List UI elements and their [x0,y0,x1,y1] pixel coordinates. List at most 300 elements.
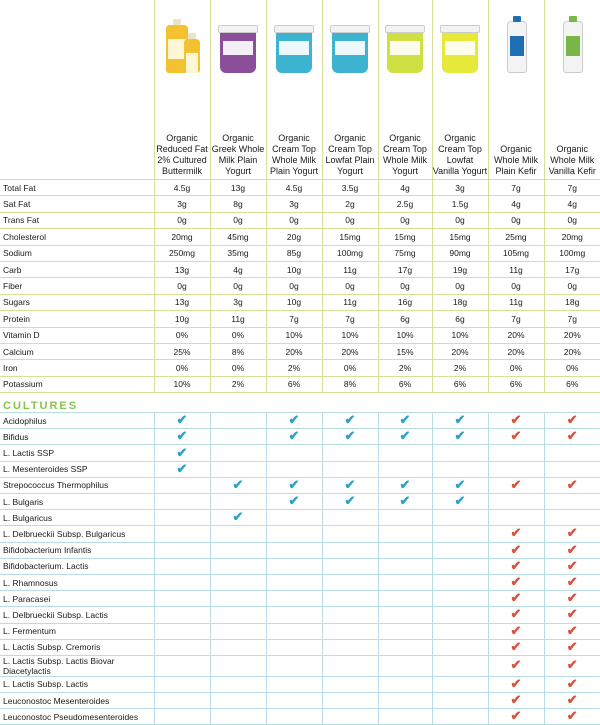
culture-cell [154,655,210,676]
culture-cell [488,461,544,477]
culture-cell [266,607,322,623]
nutrition-value: 6g [378,311,432,327]
nutrition-value: 90mg [432,245,488,261]
product-image-cell [378,0,432,85]
nutrition-value: 20mg [544,229,600,245]
culture-cell [154,413,210,429]
culture-cell [266,676,322,692]
nutrition-value: 6% [488,376,544,392]
culture-cell [432,526,488,542]
nutrition-value: 7g [544,311,600,327]
nutrition-row [0,376,600,392]
culture-row [0,510,600,526]
check-icon: ✔ [566,476,578,492]
culture-cell [322,591,378,607]
check-icon: ✔ [510,590,522,606]
nutrition-value: 7g [488,311,544,327]
check-icon: ✔ [454,476,466,492]
nutrition-value: 6% [544,376,600,392]
empty-cell [0,85,154,180]
product-image-cell [210,0,266,85]
nutrition-value: 75mg [378,245,432,261]
culture-cell [488,494,544,510]
culture-cell [266,510,322,526]
culture-cell [432,542,488,558]
check-icon: ✔ [566,428,578,444]
culture-cell [432,623,488,639]
product-image-cell [488,0,544,85]
culture-cell [210,607,266,623]
culture-cell [432,558,488,574]
nutrition-row [0,360,600,376]
culture-cell [432,461,488,477]
culture-cell [210,542,266,558]
check-icon: ✔ [510,476,522,492]
nutrition-value: 10% [322,327,378,343]
nutrition-value: 250mg [154,245,210,261]
culture-cell [322,558,378,574]
culture-cell [322,574,378,590]
culture-label: Bifidus [0,429,154,445]
yogurt-tub-icon [218,13,258,75]
culture-cell [210,574,266,590]
culture-cell [266,445,322,461]
nutrition-label: Trans Fat [0,212,154,228]
culture-cell [322,655,378,676]
nutrition-row [0,294,600,310]
nutrition-value: 20% [266,343,322,359]
culture-row [0,542,600,558]
nutrition-label: Total Fat [0,180,154,196]
culture-row [0,623,600,639]
culture-cell [266,623,322,639]
culture-label: Leuconostoc Pseudomesenteroides [0,709,154,725]
culture-label: L. Delbrueckii Subsp. Lactis [0,607,154,623]
nutrition-value: 20% [488,327,544,343]
culture-cell [544,591,600,607]
culture-label: L. Lactis Subsp. Lactis [0,676,154,692]
check-icon: ✔ [454,428,466,444]
nutrition-value: 13g [154,294,210,310]
culture-cell [378,574,432,590]
nutrition-label: Iron [0,360,154,376]
culture-cell [432,655,488,676]
culture-cell [544,477,600,493]
culture-cell [432,413,488,429]
culture-cell [154,461,210,477]
nutrition-value: 2.5g [378,196,432,212]
check-icon: ✔ [510,574,522,590]
culture-label: L. Lactis Subsp. Lactis Biovar Diacetylactis [0,655,154,676]
nutrition-value: 4g [488,196,544,212]
check-icon: ✔ [399,412,411,428]
culture-cell [266,693,322,709]
nutrition-value: 0g [488,278,544,294]
culture-label: Bifidobacterium Infantis [0,542,154,558]
nutrition-value: 20% [322,343,378,359]
nutrition-value: 8% [210,343,266,359]
nutrition-value: 0% [210,327,266,343]
nutrition-value: 7g [266,311,322,327]
nutrition-value: 35mg [210,245,266,261]
culture-cell [322,709,378,725]
nutrition-value: 0g [544,278,600,294]
product-name: Organic Whole Milk Plain Kefir [488,85,544,180]
check-icon: ✔ [566,708,578,724]
culture-cell [154,477,210,493]
culture-cell [544,526,600,542]
culture-cell [378,526,432,542]
nutrition-value: 19g [432,261,488,277]
nutrition-value: 0g [544,212,600,228]
culture-cell [378,413,432,429]
culture-row [0,607,600,623]
culture-cell [544,461,600,477]
culture-cell [488,607,544,623]
culture-cell [544,558,600,574]
culture-cell [544,693,600,709]
check-icon: ✔ [566,525,578,541]
culture-cell [210,623,266,639]
culture-cell [210,558,266,574]
nutrition-row [0,180,600,196]
culture-cell [432,639,488,655]
nutrition-value: 0g [322,278,378,294]
culture-cell [154,526,210,542]
culture-cell [210,655,266,676]
nutrition-value: 0g [154,278,210,294]
check-icon: ✔ [510,657,522,673]
yogurt-tub-icon [440,13,480,75]
check-icon: ✔ [510,412,522,428]
check-icon: ✔ [176,444,188,460]
kefir-bottle-icon [496,13,536,75]
cultures-header-row [0,393,600,413]
culture-cell [432,494,488,510]
nutrition-value: 100mg [544,245,600,261]
nutrition-label: Sat Fat [0,196,154,212]
culture-cell [488,693,544,709]
culture-row [0,574,600,590]
culture-cell [432,693,488,709]
culture-cell [322,623,378,639]
culture-cell [210,413,266,429]
culture-cell [378,607,432,623]
nutrition-value: 15mg [322,229,378,245]
yogurt-tub-icon [330,13,370,75]
nutrition-value: 20mg [154,229,210,245]
nutrition-value: 3g [210,294,266,310]
culture-cell [154,607,210,623]
culture-label: Bifidobacterium. Lactis [0,558,154,574]
nutrition-value: 2% [378,360,432,376]
nutrition-value: 0g [154,212,210,228]
culture-cell [544,574,600,590]
culture-cell [488,623,544,639]
nutrition-value: 3g [154,196,210,212]
culture-cell [210,445,266,461]
nutrition-value: 6% [378,376,432,392]
product-image-cell [266,0,322,85]
culture-cell [322,429,378,445]
nutrition-label: Sodium [0,245,154,261]
culture-cell [488,639,544,655]
culture-cell [432,607,488,623]
culture-cell [544,494,600,510]
nutrition-value: 4g [210,261,266,277]
nutrition-value: 20% [488,343,544,359]
check-icon: ✔ [399,428,411,444]
nutrition-value: 15mg [432,229,488,245]
kefir-bottle-icon [552,13,592,75]
culture-cell [322,461,378,477]
check-icon: ✔ [344,476,356,492]
culture-label: Strepococcus Thermophilus [0,477,154,493]
nutrition-value: 20% [432,343,488,359]
culture-cell [488,477,544,493]
culture-row [0,676,600,692]
check-icon: ✔ [566,590,578,606]
nutrition-value: 10g [154,311,210,327]
nutrition-value: 11g [322,261,378,277]
nutrition-value: 0g [378,212,432,228]
check-icon: ✔ [510,692,522,708]
check-icon: ✔ [344,428,356,444]
culture-cell [432,477,488,493]
nutrition-value: 0% [154,360,210,376]
product-name: Organic Cream Top Whole Milk Plain Yogurt [266,85,322,180]
culture-row [0,591,600,607]
nutrition-value: 3.5g [322,180,378,196]
culture-cell [378,676,432,692]
check-icon: ✔ [510,525,522,541]
nutrition-value: 20g [266,229,322,245]
product-name: Organic Reduced Fat 2% Cultured Buttermilk [154,85,210,180]
nutrition-row [0,311,600,327]
check-icon: ✔ [566,606,578,622]
culture-cell [488,558,544,574]
check-icon: ✔ [510,622,522,638]
culture-cell [544,639,600,655]
culture-cell [154,693,210,709]
product-image-cell [544,0,600,85]
culture-cell [378,494,432,510]
check-icon: ✔ [454,412,466,428]
nutrition-value: 6g [432,311,488,327]
nutrition-value: 0g [432,278,488,294]
nutrition-value: 4g [544,196,600,212]
check-icon: ✔ [510,557,522,573]
culture-cell [322,693,378,709]
culture-label: Acidophilus [0,413,154,429]
nutrition-value: 4.5g [266,180,322,196]
culture-cell [378,445,432,461]
culture-cell [210,477,266,493]
product-image-cell [432,0,488,85]
check-icon: ✔ [510,606,522,622]
culture-cell [378,693,432,709]
culture-cell [210,429,266,445]
check-icon: ✔ [288,476,300,492]
nutrition-value: 20% [544,343,600,359]
culture-cell [154,558,210,574]
culture-cell [154,542,210,558]
culture-cell [210,510,266,526]
culture-cell [488,429,544,445]
check-icon: ✔ [232,509,244,525]
nutrition-value: 0g [322,212,378,228]
culture-cell [266,494,322,510]
check-icon: ✔ [510,541,522,557]
culture-row [0,413,600,429]
nutrition-value: 10g [266,261,322,277]
nutrition-value: 2% [210,376,266,392]
culture-cell [322,526,378,542]
check-icon: ✔ [566,412,578,428]
nutrition-value: 7g [322,311,378,327]
culture-cell [266,591,322,607]
nutrition-value: 25% [154,343,210,359]
culture-cell [210,639,266,655]
check-icon: ✔ [566,541,578,557]
culture-cell [322,510,378,526]
check-icon: ✔ [454,493,466,509]
culture-cell [544,542,600,558]
check-icon: ✔ [344,493,356,509]
product-name: Organic Cream Top Lowfat Plain Yogurt [322,85,378,180]
product-image-cell [322,0,378,85]
nutrition-value: 11g [210,311,266,327]
check-icon: ✔ [566,622,578,638]
nutrition-value: 10% [432,327,488,343]
culture-cell [488,676,544,692]
nutrition-value: 7g [488,180,544,196]
culture-cell [154,445,210,461]
nutrition-value: 6% [432,376,488,392]
check-icon: ✔ [288,412,300,428]
culture-cell [488,445,544,461]
nutrition-row [0,245,600,261]
culture-cell [488,574,544,590]
product-name: Organic Greek Whole Milk Plain Yogurt [210,85,266,180]
nutrition-value: 8% [322,376,378,392]
culture-row [0,429,600,445]
culture-cell [154,494,210,510]
culture-cell [432,591,488,607]
nutrition-value: 100mg [322,245,378,261]
nutrition-value: 2% [432,360,488,376]
nutrition-value: 10g [266,294,322,310]
nutrition-value: 25mg [488,229,544,245]
culture-cell [266,526,322,542]
culture-cell [266,558,322,574]
culture-cell [266,639,322,655]
empty-cell [0,0,154,85]
culture-cell [544,655,600,676]
culture-cell [154,429,210,445]
nutrition-value: 15% [378,343,432,359]
nutrition-value: 3g [266,196,322,212]
culture-cell [378,639,432,655]
culture-cell [266,413,322,429]
culture-cell [378,623,432,639]
culture-cell [154,591,210,607]
culture-cell [266,709,322,725]
buttermilk-bottles-icon [162,13,202,75]
culture-cell [266,655,322,676]
check-icon: ✔ [232,476,244,492]
check-icon: ✔ [566,557,578,573]
culture-cell [378,510,432,526]
nutrition-label: Sugars [0,294,154,310]
culture-cell [378,461,432,477]
product-names-row [0,85,600,180]
culture-row [0,494,600,510]
culture-cell [544,510,600,526]
culture-cell [488,655,544,676]
culture-cell [210,591,266,607]
nutrition-value: 0g [488,212,544,228]
product-image-cell [154,0,210,85]
culture-row [0,526,600,542]
culture-cell [210,693,266,709]
culture-cell [432,429,488,445]
nutrition-value: 13g [154,261,210,277]
culture-cell [378,591,432,607]
culture-cell [266,477,322,493]
culture-row [0,655,600,676]
nutrition-value: 0g [210,212,266,228]
nutrition-value: 2g [322,196,378,212]
nutrition-value: 45mg [210,229,266,245]
nutrition-label: Protein [0,311,154,327]
check-icon: ✔ [176,412,188,428]
culture-cell [266,574,322,590]
culture-row [0,709,600,725]
culture-row [0,693,600,709]
nutrition-value: 0g [432,212,488,228]
culture-cell [154,709,210,725]
nutrition-value: 16g [378,294,432,310]
culture-cell [154,574,210,590]
culture-cell [378,709,432,725]
culture-row [0,639,600,655]
nutrition-value: 85g [266,245,322,261]
nutrition-row [0,261,600,277]
culture-cell [544,413,600,429]
check-icon: ✔ [566,638,578,654]
nutrition-value: 0% [322,360,378,376]
culture-cell [322,542,378,558]
culture-cell [378,477,432,493]
nutrition-value: 7g [544,180,600,196]
culture-cell [378,558,432,574]
culture-cell [488,591,544,607]
culture-label: L. Lactis SSP [0,445,154,461]
check-icon: ✔ [288,493,300,509]
product-name: Organic Cream Top Whole Milk Yogurt [378,85,432,180]
check-icon: ✔ [566,692,578,708]
nutrition-value: 0g [266,212,322,228]
culture-label: L. Bulgaris [0,494,154,510]
nutrition-value: 17g [378,261,432,277]
culture-cell [432,510,488,526]
nutrition-value: 15mg [378,229,432,245]
culture-label: L. Delbrueckii Subsp. Bulgaricus [0,526,154,542]
nutrition-value: 0% [488,360,544,376]
culture-cell [154,510,210,526]
check-icon: ✔ [344,412,356,428]
